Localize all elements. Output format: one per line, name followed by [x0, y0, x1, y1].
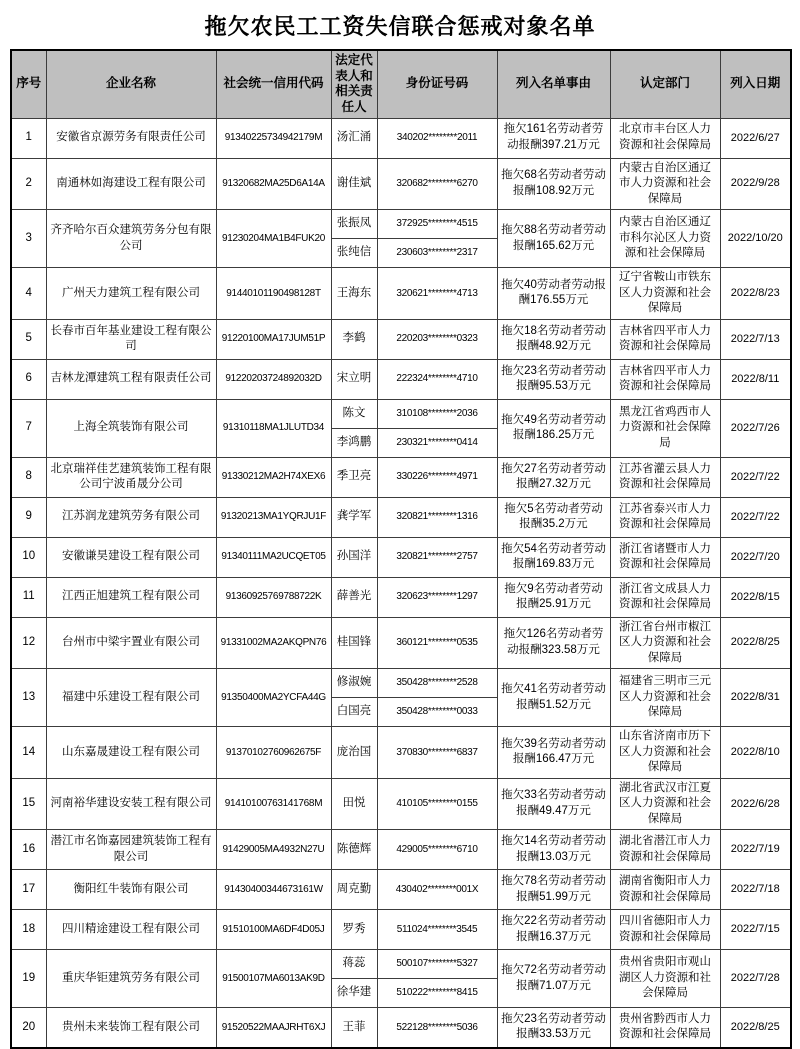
cell-company: 上海全筑装饰有限公司: [46, 399, 216, 457]
cell-credit-code: 91331002MA2AKQPN76: [216, 617, 331, 669]
cell-credit-code: 91310118MA1JLUTD34: [216, 399, 331, 457]
cell-date: 2022/8/23: [720, 268, 791, 320]
cell-reason: 拖欠9名劳动者劳动报酬25.91万元: [497, 577, 610, 617]
cell-reason: 拖欠54名劳动者劳动报酬169.83万元: [497, 537, 610, 577]
wage-arrears-blacklist-table: [10, 49, 792, 1049]
cell-company: 南通林如海建设工程有限公司: [46, 158, 216, 210]
cell-index: 3: [11, 210, 46, 268]
cell-reason: 拖欠22名劳动者劳动报酬16.37万元: [497, 910, 610, 950]
cell-index: 2: [11, 158, 46, 210]
cell-person-id: 320821********2757: [377, 537, 497, 577]
cell-company: 衡阳红牛装饰有限公司: [46, 870, 216, 910]
cell-reason: 拖欠39名劳动者劳动报酬166.47万元: [497, 727, 610, 779]
cell-department: 山东省济南市历下区人力资源和社会保障局: [610, 727, 720, 779]
cell-date: 2022/9/28: [720, 158, 791, 210]
cell-reason: 拖欠41名劳动者劳动报酬51.52万元: [497, 669, 610, 727]
cell-reason: 拖欠33名劳动者劳动报酬49.47万元: [497, 778, 610, 830]
cell-index: 19: [11, 950, 46, 1008]
column-header-5: 列入名单事由: [497, 50, 610, 118]
cell-reason: 拖欠40劳动者劳动报酬176.55万元: [497, 268, 610, 320]
page-title: 拖欠农民工工资失信联合惩戒对象名单: [204, 14, 596, 39]
cell-reason: 拖欠68名劳动者劳动报酬108.92万元: [497, 158, 610, 210]
cell-department: 黑龙江省鸡西市人力资源和社会保障局: [610, 399, 720, 457]
cell-date: 2022/7/28: [720, 950, 791, 1008]
cell-person-name: 白国亮: [331, 698, 377, 727]
cell-department: 吉林省四平市人力资源和社会保障局: [610, 319, 720, 359]
cell-person-id: 320623********1297: [377, 577, 497, 617]
cell-department: 吉林省四平市人力资源和社会保障局: [610, 359, 720, 399]
cell-credit-code: 91429005MA4932N27U: [216, 830, 331, 870]
cell-credit-code: 91350400MA2YCFA44G: [216, 669, 331, 727]
table-row: [11, 268, 791, 320]
cell-person-name: 王海东: [331, 268, 377, 320]
cell-person-id: 370830********6837: [377, 727, 497, 779]
cell-person-name: 汤汇涌: [331, 118, 377, 158]
cell-person-name: 季卫亮: [331, 457, 377, 497]
column-header-7: 列入日期: [720, 50, 791, 118]
cell-date: 2022/7/18: [720, 870, 791, 910]
table-row: [11, 778, 791, 830]
cell-company: 安徽省京源劳务有限责任公司: [46, 118, 216, 158]
cell-credit-code: 91430400344673161W: [216, 870, 331, 910]
cell-company: 长春市百年基业建设工程有限公司: [46, 319, 216, 359]
cell-person-id: 330226********4971: [377, 457, 497, 497]
cell-company: 福建中乐建设工程有限公司: [46, 669, 216, 727]
table-row: [11, 830, 791, 870]
cell-person-id: 230603********2317: [377, 239, 497, 268]
cell-person-id: 511024********3545: [377, 910, 497, 950]
cell-date: 2022/8/10: [720, 727, 791, 779]
cell-person-name: 田悦: [331, 778, 377, 830]
cell-department: 浙江省诸暨市人力资源和社会保障局: [610, 537, 720, 577]
cell-index: 16: [11, 830, 46, 870]
cell-date: 2022/6/28: [720, 778, 791, 830]
cell-person-name: 庞治国: [331, 727, 377, 779]
column-header-1: 企业名称: [46, 50, 216, 118]
cell-department: 四川省德阳市人力资源和社会保障局: [610, 910, 720, 950]
cell-person-id: 360121********0535: [377, 617, 497, 669]
column-header-3: 法定代表人和相关责任人: [331, 50, 377, 118]
cell-index: 18: [11, 910, 46, 950]
cell-credit-code: 91410100763141768M: [216, 778, 331, 830]
cell-reason: 拖欠88名劳动者劳动报酬165.62万元: [497, 210, 610, 268]
cell-person-id: 320621********4713: [377, 268, 497, 320]
cell-department: 江苏省灌云县人力资源和社会保障局: [610, 457, 720, 497]
cell-reason: 拖欠5名劳动者劳动报酬35.2万元: [497, 497, 610, 537]
cell-company: 吉林龙潭建筑工程有限责任公司: [46, 359, 216, 399]
cell-person-name: 蒋蕊: [331, 950, 377, 979]
cell-date: 2022/8/25: [720, 1008, 791, 1048]
cell-reason: 拖欠27名劳动者劳动报酬27.32万元: [497, 457, 610, 497]
cell-department: 湖南省衡阳市人力资源和社会保障局: [610, 870, 720, 910]
cell-person-name: 张振凤: [331, 210, 377, 239]
cell-person-name: 龚学军: [331, 497, 377, 537]
cell-department: 贵州省黔西市人力资源和社会保障局: [610, 1008, 720, 1048]
cell-person-name: 薛善光: [331, 577, 377, 617]
table-row: [11, 617, 791, 669]
cell-credit-code: 91320682MA25D6A14A: [216, 158, 331, 210]
cell-company: 齐齐哈尔百众建筑劳务分包有限公司: [46, 210, 216, 268]
cell-index: 7: [11, 399, 46, 457]
cell-reason: 拖欠18名劳动者劳动报酬48.92万元: [497, 319, 610, 359]
table-row: [11, 497, 791, 537]
cell-index: 8: [11, 457, 46, 497]
cell-date: 2022/7/26: [720, 399, 791, 457]
cell-company: 山东嘉晟建设工程有限公司: [46, 727, 216, 779]
table-header: [11, 50, 791, 118]
column-header-4: 身份证号码: [377, 50, 497, 118]
cell-company: 台州市中梁宇置业有限公司: [46, 617, 216, 669]
table-row: [11, 158, 791, 210]
table-row: [11, 577, 791, 617]
cell-company: 江西正旭建筑工程有限公司: [46, 577, 216, 617]
cell-person-id: 410105********0155: [377, 778, 497, 830]
cell-reason: 拖欠72名劳动者劳动报酬71.07万元: [497, 950, 610, 1008]
cell-person-id: 230321********0414: [377, 428, 497, 457]
cell-person-name: 谢佳斌: [331, 158, 377, 210]
cell-date: 2022/7/22: [720, 457, 791, 497]
cell-credit-code: 91340225734942179M: [216, 118, 331, 158]
cell-person-name: 宋立明: [331, 359, 377, 399]
cell-index: 14: [11, 727, 46, 779]
cell-date: 2022/10/20: [720, 210, 791, 268]
header-row: [11, 50, 791, 118]
cell-company: 潜江市名饰嘉园建筑装饰工程有限公司: [46, 830, 216, 870]
cell-person-name: 陈文: [331, 399, 377, 428]
cell-department: 福建省三明市三元区人力资源和社会保障局: [610, 669, 720, 727]
cell-credit-code: 91320213MA1YQRJU1F: [216, 497, 331, 537]
table-row: [11, 359, 791, 399]
table-row: [11, 319, 791, 359]
table-row: [11, 727, 791, 779]
cell-credit-code: 91360925769788722K: [216, 577, 331, 617]
cell-credit-code: 91340111MA2UCQET05: [216, 537, 331, 577]
table-row: [11, 1008, 791, 1048]
table-row: [11, 950, 791, 979]
cell-reason: 拖欠161名劳动者劳动报酬397.21万元: [497, 118, 610, 158]
cell-person-id: 220203********0323: [377, 319, 497, 359]
cell-department: 北京市丰台区人力资源和社会保障局: [610, 118, 720, 158]
cell-person-name: 罗秀: [331, 910, 377, 950]
cell-reason: 拖欠23名劳动者劳动报酬95.53万元: [497, 359, 610, 399]
cell-department: 湖北省潜江市人力资源和社会保障局: [610, 830, 720, 870]
cell-date: 2022/7/19: [720, 830, 791, 870]
cell-index: 10: [11, 537, 46, 577]
cell-person-id: 372925********4515: [377, 210, 497, 239]
cell-index: 4: [11, 268, 46, 320]
cell-person-id: 222324********4710: [377, 359, 497, 399]
cell-index: 12: [11, 617, 46, 669]
cell-company: 河南裕华建设安装工程有限公司: [46, 778, 216, 830]
cell-person-id: 500107********5327: [377, 950, 497, 979]
cell-person-id: 320682********6270: [377, 158, 497, 210]
cell-credit-code: 91230204MA1B4FUK20: [216, 210, 331, 268]
cell-date: 2022/7/20: [720, 537, 791, 577]
cell-person-id: 310108********2036: [377, 399, 497, 428]
cell-index: 5: [11, 319, 46, 359]
table-row: [11, 457, 791, 497]
cell-company: 江苏润龙建筑劳务有限公司: [46, 497, 216, 537]
cell-person-name: 孙国洋: [331, 537, 377, 577]
cell-date: 2022/8/31: [720, 669, 791, 727]
cell-index: 6: [11, 359, 46, 399]
cell-department: 辽宁省鞍山市铁东区人力资源和社会保障局: [610, 268, 720, 320]
cell-person-name: 桂国锋: [331, 617, 377, 669]
cell-person-id: 320821********1316: [377, 497, 497, 537]
cell-company: 重庆华钜建筑劳务有限公司: [46, 950, 216, 1008]
cell-company: 北京瑞祥佳艺建筑装饰工程有限公司宁波甬晟分公司: [46, 457, 216, 497]
cell-person-name: 李鹤: [331, 319, 377, 359]
table-row: [11, 537, 791, 577]
table-row: [11, 669, 791, 698]
cell-company: 贵州未来装饰工程有限公司: [46, 1008, 216, 1048]
cell-department: 内蒙古自治区通辽市人力资源和社会保障局: [610, 158, 720, 210]
column-header-2: 社会统一信用代码: [216, 50, 331, 118]
cell-person-name: 李鸿鹏: [331, 428, 377, 457]
table-row: [11, 399, 791, 428]
cell-person-id: 429005********6710: [377, 830, 497, 870]
cell-department: 内蒙古自治区通辽市科尔沁区人力资源和社会保障局: [610, 210, 720, 268]
cell-date: 2022/7/22: [720, 497, 791, 537]
cell-department: 湖北省武汉市江夏区人力资源和社会保障局: [610, 778, 720, 830]
cell-department: 江苏省泰兴市人力资源和社会保障局: [610, 497, 720, 537]
column-header-6: 认定部门: [610, 50, 720, 118]
cell-index: 1: [11, 118, 46, 158]
cell-reason: 拖欠126名劳动者劳动报酬323.58万元: [497, 617, 610, 669]
cell-index: 17: [11, 870, 46, 910]
cell-person-id: 350428********2528: [377, 669, 497, 698]
cell-person-id: 350428********0033: [377, 698, 497, 727]
cell-person-id: 340202********2011: [377, 118, 497, 158]
cell-person-id: 510222********8415: [377, 979, 497, 1008]
cell-person-id: 430402********001X: [377, 870, 497, 910]
table-row: [11, 118, 791, 158]
cell-reason: 拖欠14名劳动者劳动报酬13.03万元: [497, 830, 610, 870]
table-row: [11, 910, 791, 950]
cell-credit-code: 91500107MA6013AK9D: [216, 950, 331, 1008]
cell-index: 13: [11, 669, 46, 727]
cell-person-name: 张纯信: [331, 239, 377, 268]
cell-person-name: 周克勤: [331, 870, 377, 910]
cell-company: 广州天力建筑工程有限公司: [46, 268, 216, 320]
cell-department: 浙江省文成县人力资源和社会保障局: [610, 577, 720, 617]
cell-credit-code: 91330212MA2H74XEX6: [216, 457, 331, 497]
cell-date: 2022/8/11: [720, 359, 791, 399]
cell-department: 浙江省台州市椒江区人力资源和社会保障局: [610, 617, 720, 669]
cell-credit-code: 91440101190498128T: [216, 268, 331, 320]
cell-company: 四川精途建设工程有限公司: [46, 910, 216, 950]
cell-reason: 拖欠49名劳动者劳动报酬186.25万元: [497, 399, 610, 457]
cell-credit-code: 91220203724892032D: [216, 359, 331, 399]
cell-index: 9: [11, 497, 46, 537]
cell-company: 安徽谦昊建设工程有限公司: [46, 537, 216, 577]
cell-person-id: 522128********5036: [377, 1008, 497, 1048]
cell-date: 2022/8/25: [720, 617, 791, 669]
cell-index: 20: [11, 1008, 46, 1048]
cell-person-name: 徐华建: [331, 979, 377, 1008]
cell-credit-code: 91220100MA17JUM51P: [216, 319, 331, 359]
cell-credit-code: 91370102760962675F: [216, 727, 331, 779]
cell-reason: 拖欠78名劳动者劳动报酬51.99万元: [497, 870, 610, 910]
table-row: [11, 210, 791, 239]
cell-reason: 拖欠23名劳动者劳动报酬33.53万元: [497, 1008, 610, 1048]
cell-date: 2022/6/27: [720, 118, 791, 158]
cell-index: 11: [11, 577, 46, 617]
cell-date: 2022/8/15: [720, 577, 791, 617]
table-row: [11, 870, 791, 910]
cell-date: 2022/7/15: [720, 910, 791, 950]
cell-person-name: 王菲: [331, 1008, 377, 1048]
cell-credit-code: 91520522MAAJRHT6XJ: [216, 1008, 331, 1048]
cell-person-name: 修淑婉: [331, 669, 377, 698]
column-header-0: 序号: [11, 50, 46, 118]
table-body: [11, 118, 791, 1048]
cell-credit-code: 91510100MA6DF4D05J: [216, 910, 331, 950]
cell-person-name: 陈德辉: [331, 830, 377, 870]
cell-index: 15: [11, 778, 46, 830]
cell-date: 2022/7/13: [720, 319, 791, 359]
cell-department: 贵州省贵阳市观山湖区人力资源和社会保障局: [610, 950, 720, 1008]
